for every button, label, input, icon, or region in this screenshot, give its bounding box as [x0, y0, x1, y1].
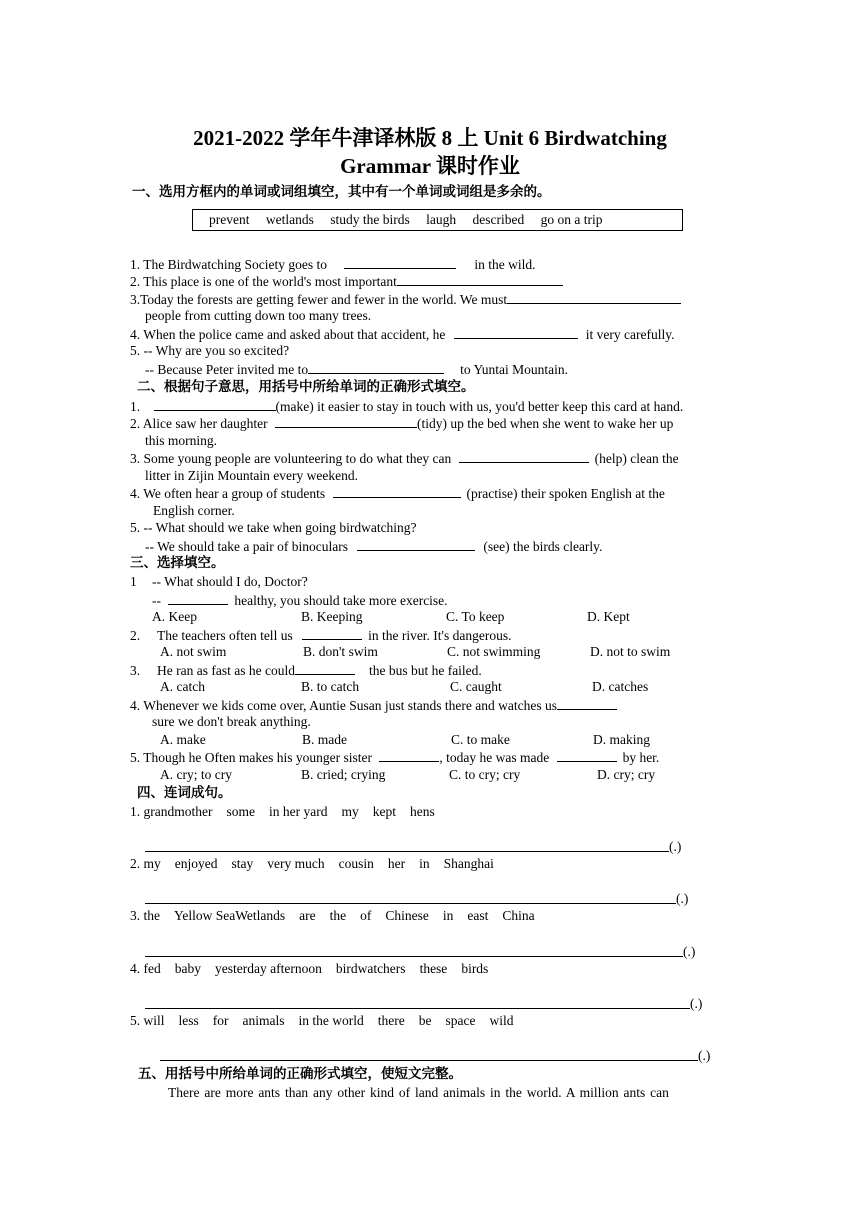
option[interactable]: C. to make: [451, 732, 510, 747]
s3-q4-line2: sure we don't break anything.: [152, 714, 311, 729]
word-box-item: study the birds: [330, 212, 410, 227]
section-3-heading: 三、选择填空。: [130, 555, 225, 570]
answer-blank[interactable]: [168, 591, 228, 605]
option[interactable]: A. cry; to cry: [160, 767, 232, 782]
s3-q3: 3. He ran as fast as he could the bus but he failed.: [130, 663, 482, 678]
word-box: [192, 209, 683, 231]
answer-blank[interactable]: [154, 397, 276, 411]
s3-q1-line2: -- healthy, you should take more exercise.: [152, 593, 448, 608]
s4-q5-words: 5. will less for animals in the world there be space wild: [130, 1013, 514, 1028]
s1-q3: 3.Today the forests are getting fewer and fewer in the world. We must: [130, 290, 681, 308]
word-box-item: wetlands: [265, 212, 314, 227]
option[interactable]: B. Keeping: [301, 609, 363, 624]
s3-q5: 5. Though he Often makes his younger sister , today he was made by her.: [130, 750, 660, 765]
word-box-item: prevent: [209, 212, 250, 227]
option[interactable]: C. To keep: [446, 609, 505, 624]
answer-blank[interactable]: [333, 484, 461, 498]
word-box-item: go on a trip: [540, 212, 603, 227]
s1-q3-cont: people from cutting down too many trees.: [145, 308, 372, 323]
s4-q2-words: 2. my enjoyed stay very much cousin her in Shanghai: [130, 856, 494, 871]
end-mark: (.): [690, 996, 703, 1011]
title-line-2: Grammar 课时作业: [340, 154, 520, 178]
word-box-item: laugh: [426, 212, 457, 227]
s2-q3: 3. Some young people are volunteering to do what they can (help) clean the: [130, 451, 679, 466]
title-line-1: 2021-2022 学年牛津译林版 8 上 Unit 6 Birdwatching: [193, 126, 667, 150]
end-mark: (.): [683, 944, 696, 959]
section-4-heading: 四、连词成句。: [137, 785, 232, 800]
answer-blank[interactable]: [308, 360, 444, 374]
s2-q2-cont: this morning.: [145, 433, 218, 448]
answer-line[interactable]: [145, 956, 683, 957]
option[interactable]: D. cry; cry: [597, 767, 656, 782]
s1-q1: 1. The Birdwatching Society goes to in the wild.: [130, 257, 536, 272]
option[interactable]: C. to cry; cry: [449, 767, 521, 782]
answer-blank[interactable]: [557, 748, 617, 762]
answer-blank[interactable]: [357, 537, 475, 551]
answer-blank[interactable]: [507, 290, 681, 304]
section-5-heading: 五、用括号中所给单词的正确形式填空，使短文完整。: [138, 1066, 462, 1081]
option[interactable]: A. make: [160, 732, 206, 747]
option[interactable]: D. catches: [592, 679, 649, 694]
answer-blank[interactable]: [275, 414, 417, 428]
end-mark: (.): [698, 1048, 711, 1063]
answer-blank[interactable]: [295, 661, 355, 675]
option[interactable]: B. made: [302, 732, 347, 747]
answer-blank[interactable]: [557, 696, 617, 710]
section-5-text: There are more ants than any other kind of land animals in the world. A million ants can: [168, 1085, 669, 1100]
option[interactable]: C. not swimming: [447, 644, 541, 659]
s4-q4-words: 4. fed baby yesterday afternoon birdwatchers these birds: [130, 961, 489, 976]
option[interactable]: A. catch: [160, 679, 205, 694]
s1-q2: 2. This place is one of the world's most important: [130, 272, 563, 290]
section-2-heading: 二、根据句子意思，用括号中所给单词的正确形式填空。: [137, 379, 475, 394]
option[interactable]: C. caught: [450, 679, 502, 694]
option[interactable]: B. cried; crying: [301, 767, 386, 782]
s3-q2: 2. The teachers often tell us in the river. It's dangerous.: [130, 628, 512, 643]
end-mark: (.): [669, 839, 682, 854]
option[interactable]: A. not swim: [160, 644, 227, 659]
s4-q1-words: 1. grandmother some in her yard my kept hens: [130, 804, 435, 819]
section-1-heading: 一、选用方框内的单词或词组填空，其中有一个单词或词组是多余的。: [132, 184, 551, 199]
answer-blank[interactable]: [344, 255, 456, 269]
answer-blank[interactable]: [397, 272, 563, 286]
answer-blank[interactable]: [459, 449, 589, 463]
answer-blank[interactable]: [302, 626, 362, 640]
answer-line[interactable]: [145, 1008, 690, 1009]
option[interactable]: A. Keep: [152, 609, 197, 624]
option[interactable]: D. making: [593, 732, 650, 747]
s1-q5-line2: -- Because Peter invited me to to Yuntai Mountain.: [145, 362, 568, 377]
s2-q1: 1. (make) it easier to stay in touch with us, you'd better keep this card at hand.: [130, 399, 684, 414]
s1-q4: 4. When the police came and asked about that accident, he it very carefully.: [130, 327, 675, 342]
s4-q3-words: 3. the Yellow SeaWetlands are the of Chinese in east China: [130, 908, 535, 923]
end-mark: (.): [676, 891, 689, 906]
s3-q1: 1 -- What should I do, Doctor?: [130, 574, 308, 589]
option[interactable]: B. to catch: [301, 679, 360, 694]
s2-q4-cont: English corner.: [153, 503, 235, 518]
word-box-item: described: [472, 212, 525, 227]
answer-line[interactable]: [145, 851, 669, 852]
option[interactable]: D. Kept: [587, 609, 630, 624]
answer-blank[interactable]: [379, 748, 439, 762]
option[interactable]: D. not to swim: [590, 644, 671, 659]
answer-line[interactable]: [160, 1060, 698, 1061]
s2-q5-line2: -- We should take a pair of binoculars (see) the birds clearly.: [145, 539, 603, 554]
s1-q5: 5. -- Why are you so excited?: [130, 343, 290, 358]
answer-blank[interactable]: [454, 325, 578, 339]
s2-q4: 4. We often hear a group of students (practise) their spoken English at the: [130, 486, 665, 501]
s3-q4: 4. Whenever we kids come over, Auntie Susan just stands there and watches us: [130, 696, 617, 714]
s2-q3-cont: litter in Zijin Mountain every weekend.: [145, 468, 358, 483]
answer-line[interactable]: [145, 903, 676, 904]
option[interactable]: B. don't swim: [303, 644, 378, 659]
s2-q5: 5. -- What should we take when going birdwatching?: [130, 520, 417, 535]
s2-q2: 2. Alice saw her daughter (tidy) up the bed when she went to wake her up: [130, 416, 674, 431]
